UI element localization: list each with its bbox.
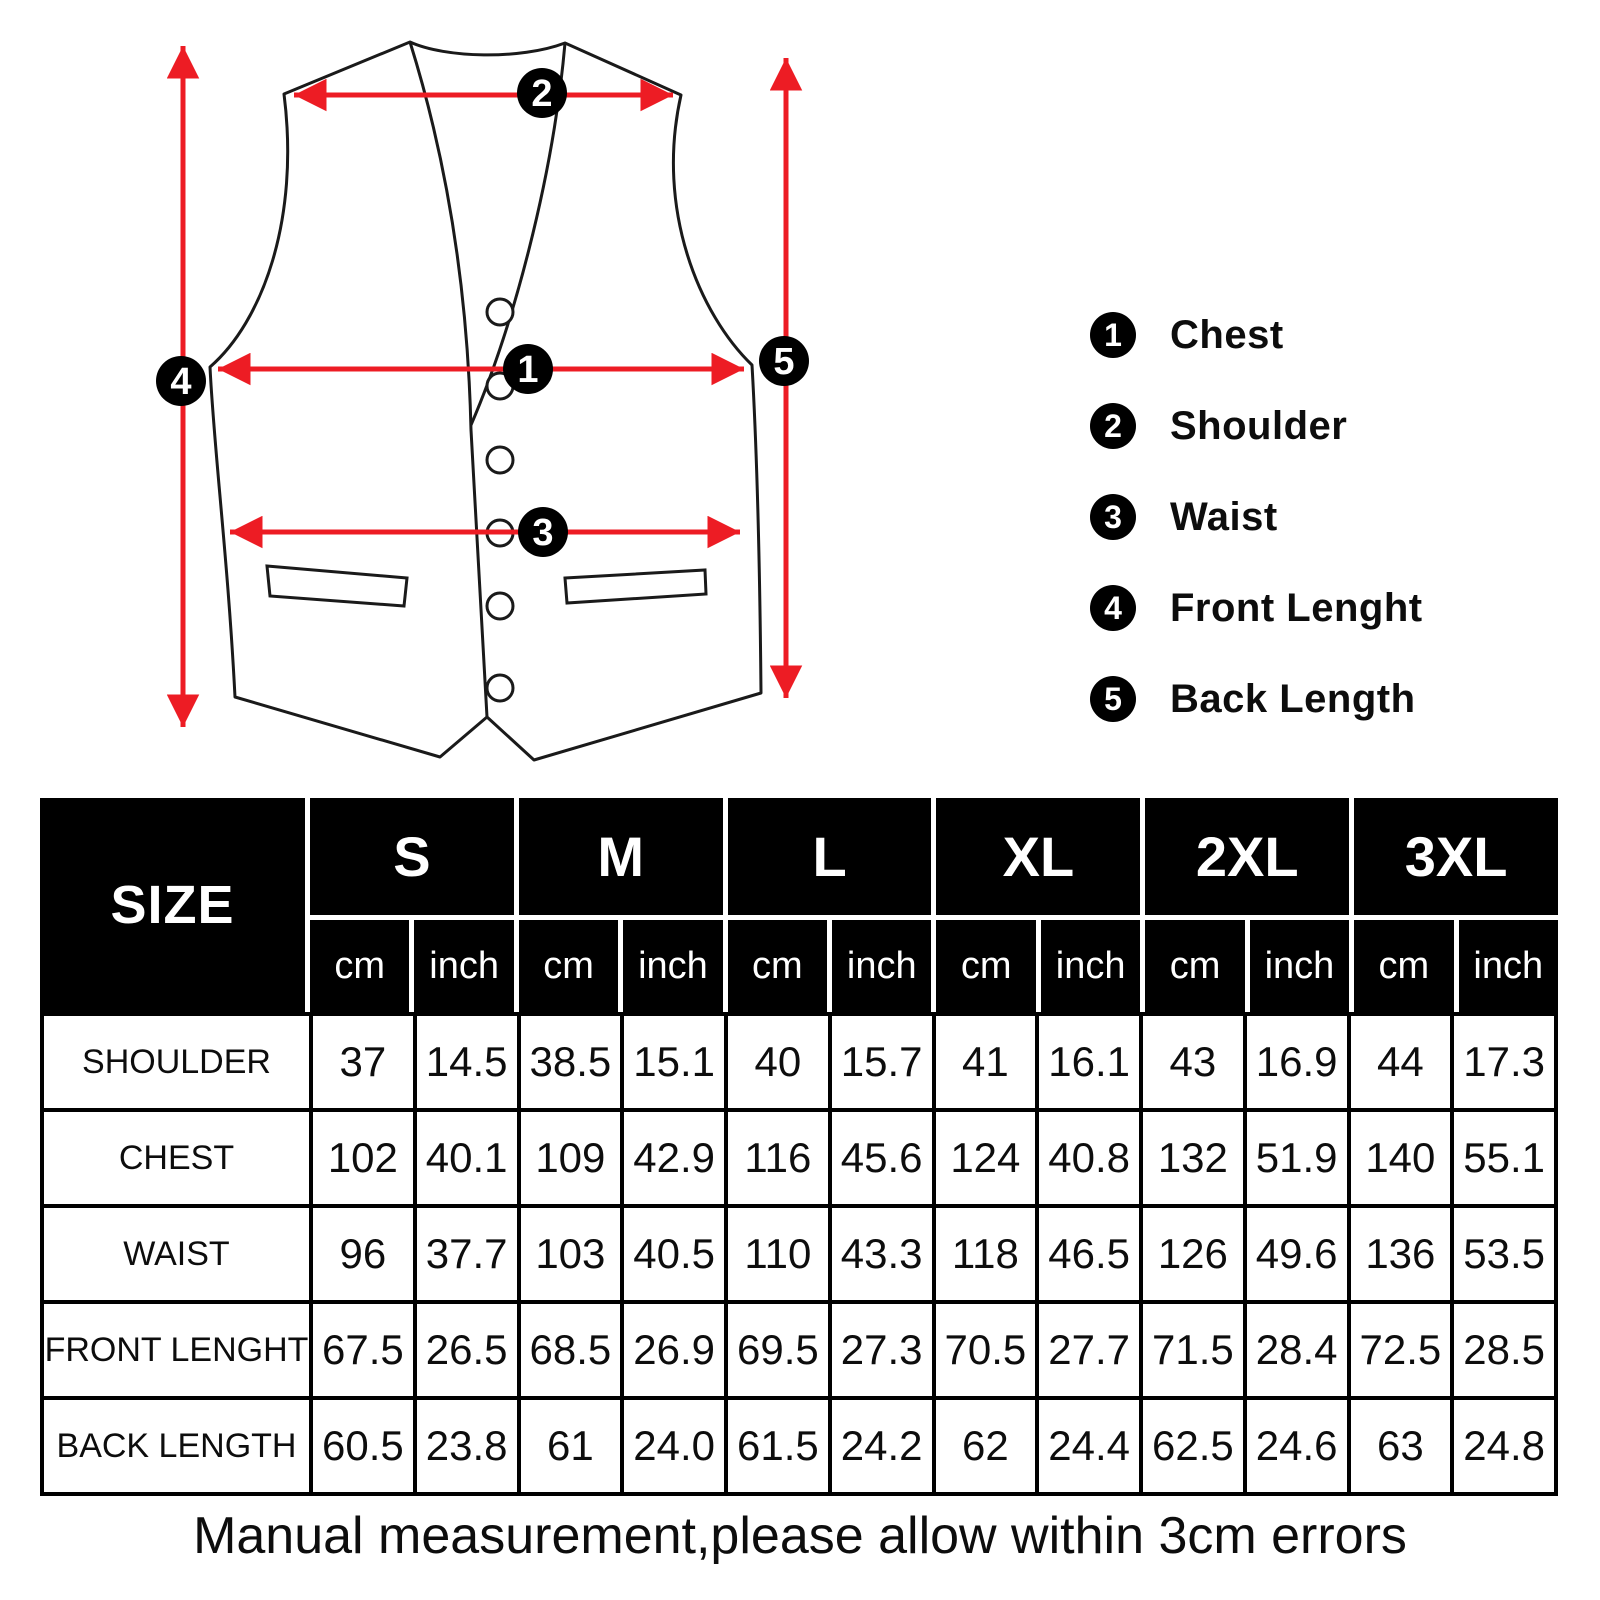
table-cell: 71.5	[1143, 1304, 1243, 1396]
table-cell: 110	[728, 1208, 828, 1300]
table-cell: 40	[728, 1016, 828, 1108]
table-cell: 37.7	[417, 1208, 517, 1300]
unit-header-inch: inch	[623, 920, 722, 1012]
table-cell: 15.7	[832, 1016, 932, 1108]
size-table-body	[40, 1012, 1558, 1496]
table-cell: 62	[936, 1400, 1036, 1492]
unit-header-cm: cm	[728, 920, 827, 1012]
svg-text:5: 5	[773, 341, 795, 383]
svg-text:3: 3	[532, 512, 554, 554]
table-cell: 16.1	[1039, 1016, 1139, 1108]
size-header-m: M	[519, 798, 723, 915]
size-table-header	[40, 798, 1558, 1012]
table-cell: 16.9	[1247, 1016, 1347, 1108]
table-cell: 24.0	[624, 1400, 724, 1492]
measure-badge-5	[759, 336, 809, 386]
table-cell: 96	[313, 1208, 413, 1300]
legend-label: Chest	[1170, 312, 1284, 357]
table-cell: 51.9	[1247, 1112, 1347, 1204]
unit-header-cm: cm	[1145, 920, 1244, 1012]
table-cell: 109	[521, 1112, 621, 1204]
table-cell: 23.8	[417, 1400, 517, 1492]
size-header-l: L	[728, 798, 932, 915]
table-cell: 44	[1351, 1016, 1451, 1108]
table-cell: 43.3	[832, 1208, 932, 1300]
table-cell: 43	[1143, 1016, 1243, 1108]
vest-button	[487, 593, 513, 619]
table-cell: 46.5	[1039, 1208, 1139, 1300]
unit-header-inch: inch	[832, 920, 931, 1012]
row-label: BACK LENGTH	[44, 1400, 309, 1492]
vest-button	[487, 447, 513, 473]
table-cell: 24.8	[1454, 1400, 1554, 1492]
table-cell: 70.5	[936, 1304, 1036, 1396]
table-cell: 26.9	[624, 1304, 724, 1396]
table-cell: 132	[1143, 1112, 1243, 1204]
legend-label: Back Length	[1170, 676, 1416, 721]
table-cell: 61.5	[728, 1400, 828, 1492]
legend-item-back-length	[1090, 676, 1423, 722]
measurement-legend	[1090, 312, 1423, 722]
legend-item-chest	[1090, 312, 1423, 358]
legend-label: Shoulder	[1170, 403, 1348, 448]
legend-number-badge: 3	[1090, 494, 1136, 540]
table-cell: 68.5	[521, 1304, 621, 1396]
measure-badge-2	[517, 68, 567, 118]
legend-label: Front Lenght	[1170, 585, 1423, 630]
table-cell: 24.4	[1039, 1400, 1139, 1492]
svg-text:4: 4	[170, 361, 192, 403]
table-cell: 26.5	[417, 1304, 517, 1396]
table-cell: 45.6	[832, 1112, 932, 1204]
table-cell: 42.9	[624, 1112, 724, 1204]
measure-badge-4	[156, 356, 206, 406]
table-cell: 63	[1351, 1400, 1451, 1492]
unit-header-cm: cm	[519, 920, 618, 1012]
table-cell: 24.2	[832, 1400, 932, 1492]
unit-header-cm: cm	[936, 920, 1035, 1012]
row-label: WAIST	[44, 1208, 309, 1300]
table-cell: 140	[1351, 1112, 1451, 1204]
table-cell: 69.5	[728, 1304, 828, 1396]
size-header-s: S	[310, 798, 514, 915]
table-cell: 24.6	[1247, 1400, 1347, 1492]
measure-badge-1	[503, 344, 553, 394]
legend-item-waist	[1090, 494, 1423, 540]
measure-badge-3	[518, 507, 568, 557]
size-corner-header: SIZE	[40, 798, 305, 1012]
legend-number-badge: 1	[1090, 312, 1136, 358]
size-table	[40, 798, 1558, 1496]
table-cell: 62.5	[1143, 1400, 1243, 1492]
unit-header-cm: cm	[310, 920, 409, 1012]
legend-number-badge: 2	[1090, 403, 1136, 449]
svg-text:2: 2	[531, 73, 553, 115]
table-cell: 40.8	[1039, 1112, 1139, 1204]
table-cell: 103	[521, 1208, 621, 1300]
table-cell: 126	[1143, 1208, 1243, 1300]
vest-outline	[210, 42, 761, 760]
table-cell: 61	[521, 1400, 621, 1492]
table-cell: 15.1	[624, 1016, 724, 1108]
table-cell: 40.5	[624, 1208, 724, 1300]
table-cell: 118	[936, 1208, 1036, 1300]
table-cell: 40.1	[417, 1112, 517, 1204]
table-cell: 102	[313, 1112, 413, 1204]
table-cell: 27.7	[1039, 1304, 1139, 1396]
row-label: FRONT LENGHT	[44, 1304, 309, 1396]
row-label: SHOULDER	[44, 1016, 309, 1108]
row-label: CHEST	[44, 1112, 309, 1204]
table-cell: 72.5	[1351, 1304, 1451, 1396]
vest-button	[487, 675, 513, 701]
size-header-xl: XL	[936, 798, 1140, 915]
vest-button	[487, 299, 513, 325]
table-cell: 17.3	[1454, 1016, 1554, 1108]
table-cell: 60.5	[313, 1400, 413, 1492]
table-cell: 116	[728, 1112, 828, 1204]
size-header-3xl: 3XL	[1354, 798, 1558, 915]
legend-item-front-length	[1090, 585, 1423, 631]
table-cell: 53.5	[1454, 1208, 1554, 1300]
table-cell: 55.1	[1454, 1112, 1554, 1204]
legend-number-badge: 4	[1090, 585, 1136, 631]
table-cell: 37	[313, 1016, 413, 1108]
table-cell: 38.5	[521, 1016, 621, 1108]
unit-header-inch: inch	[1250, 920, 1349, 1012]
table-cell: 136	[1351, 1208, 1451, 1300]
legend-number-badge: 5	[1090, 676, 1136, 722]
legend-item-shoulder	[1090, 403, 1423, 449]
table-cell: 67.5	[313, 1304, 413, 1396]
size-header-2xl: 2XL	[1145, 798, 1349, 915]
measurement-note: Manual measurement,please allow within 3cm errors	[193, 1507, 1407, 1565]
table-cell: 49.6	[1247, 1208, 1347, 1300]
table-cell: 28.4	[1247, 1304, 1347, 1396]
table-cell: 28.5	[1454, 1304, 1554, 1396]
vest-measurement-diagram	[0, 0, 1030, 790]
unit-header-inch: inch	[414, 920, 513, 1012]
unit-header-cm: cm	[1354, 920, 1453, 1012]
unit-header-inch: inch	[1041, 920, 1140, 1012]
unit-header-inch: inch	[1459, 920, 1558, 1012]
table-cell: 124	[936, 1112, 1036, 1204]
legend-label: Waist	[1170, 494, 1278, 539]
table-cell: 14.5	[417, 1016, 517, 1108]
table-cell: 41	[936, 1016, 1036, 1108]
svg-text:1: 1	[517, 349, 539, 391]
table-cell: 27.3	[832, 1304, 932, 1396]
